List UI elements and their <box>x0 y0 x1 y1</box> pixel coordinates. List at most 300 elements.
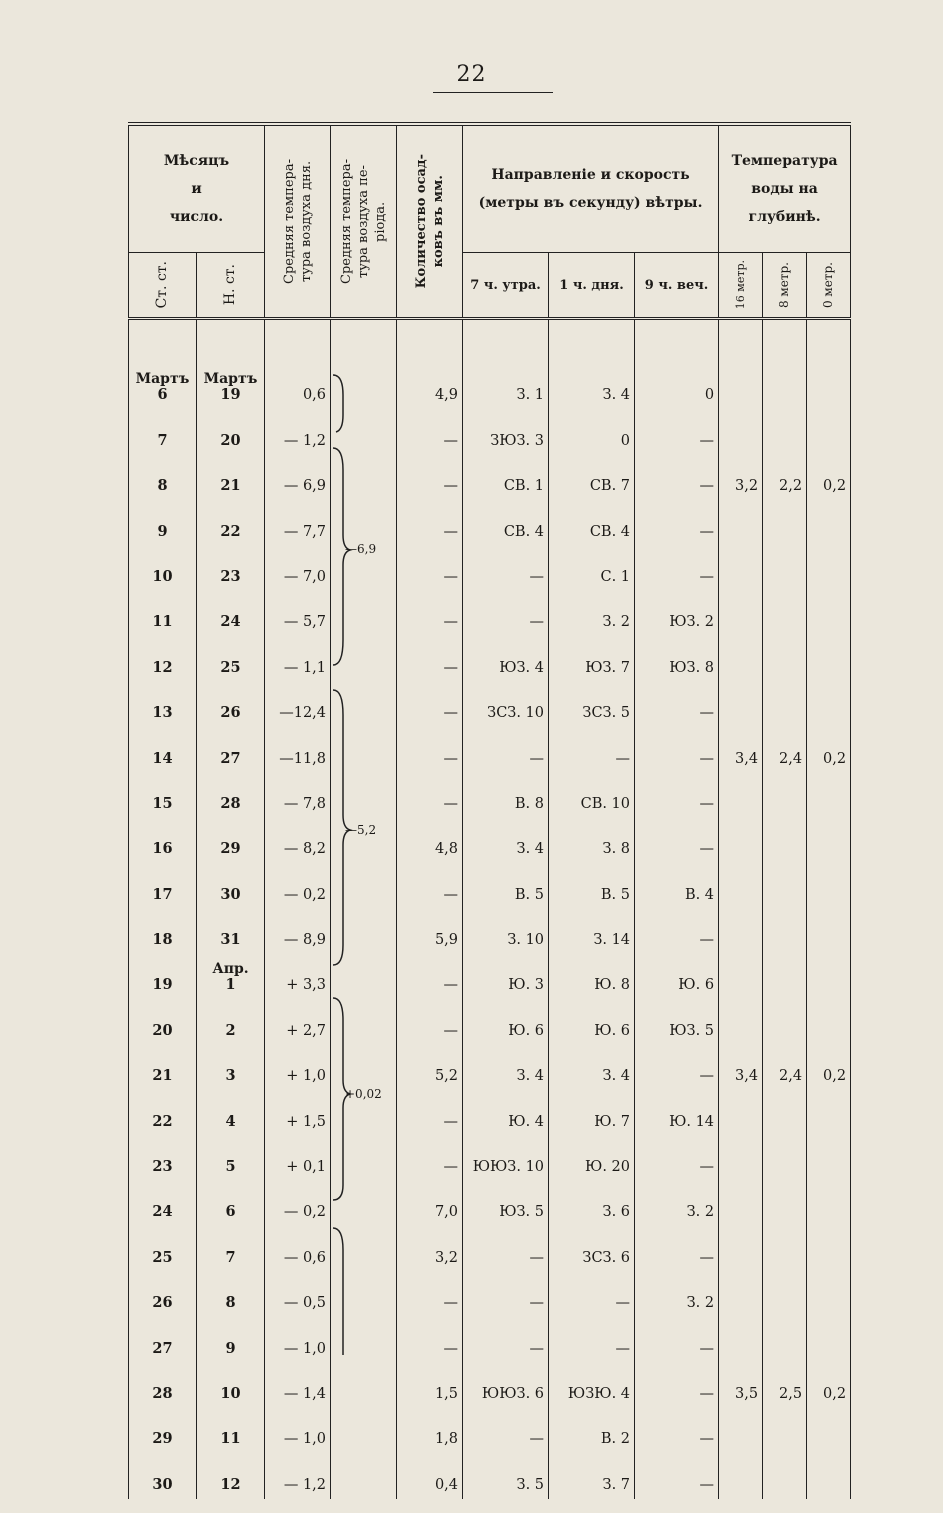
wind-9-cell <box>635 818 719 863</box>
cell-value: 6 <box>157 386 168 404</box>
avg-day-temp <box>265 999 331 1044</box>
avg-day-temp <box>265 455 331 500</box>
depth-0-cell <box>807 455 851 500</box>
header-avg-day-temp: Средняя темпера- тура воздуха дня. <box>265 124 331 319</box>
table-row <box>129 818 851 863</box>
cell-value: 0,6 <box>302 387 327 404</box>
wind-7-cell <box>463 591 549 636</box>
depth-8-cell <box>763 863 807 908</box>
cell-value: ЗСЗ. 10 <box>487 705 545 722</box>
cell-value: 4 <box>225 1112 236 1130</box>
cell-value: 17 <box>152 885 173 903</box>
precip-cell <box>397 1408 463 1453</box>
wind-9-cell <box>635 455 719 500</box>
cell-value: Ю. 14 <box>669 1113 715 1130</box>
new-style-day <box>197 1453 265 1498</box>
cell-value: — <box>529 568 545 585</box>
cell-value: 21 <box>152 1067 173 1085</box>
cell-value: В. 8 <box>514 795 545 812</box>
cell-value: 3,5 <box>734 1385 759 1402</box>
cell-value: 19 <box>220 386 241 404</box>
wind-1-cell <box>549 591 635 636</box>
cell-value: — <box>443 1159 459 1176</box>
table-row <box>129 364 851 409</box>
depth-0-cell <box>807 500 851 545</box>
wind-1-cell <box>549 455 635 500</box>
cell-value: 7,0 <box>434 1204 459 1221</box>
wind-1-cell <box>549 1272 635 1317</box>
avg-day-temp <box>265 727 331 772</box>
depth-16-cell <box>719 1363 763 1408</box>
period-value-2: —5,2 <box>345 823 377 837</box>
table-row <box>129 999 851 1044</box>
depth-0-cell <box>807 1453 851 1498</box>
depth-8-cell <box>763 1408 807 1453</box>
wind-7-cell <box>463 1181 549 1226</box>
precip-cell <box>397 1453 463 1498</box>
avg-day-temp <box>265 591 331 636</box>
old-style-day <box>129 455 197 500</box>
cell-value: — 8,9 <box>283 932 327 949</box>
weather-table <box>128 122 851 1499</box>
cell-value: — <box>699 841 715 858</box>
depth-0-cell <box>807 364 851 409</box>
cell-value: 29 <box>220 840 241 858</box>
wind-1-cell <box>549 954 635 999</box>
cell-value: СВ. 7 <box>589 478 631 495</box>
cell-value: ЮЗ. 4 <box>499 659 545 676</box>
new-style-day <box>197 863 265 908</box>
cell-value: ЮЗ. 2 <box>669 614 715 631</box>
table-row <box>129 1453 851 1498</box>
new-style-day <box>197 954 265 999</box>
cell-value: — 7,8 <box>283 795 327 812</box>
header-wind-7: 7 ч. утра. <box>463 253 549 319</box>
cell-value: 8 <box>157 477 168 495</box>
depth-0-cell <box>807 636 851 681</box>
cell-value: 29 <box>152 1430 173 1448</box>
precip-cell <box>397 1317 463 1362</box>
header-wind-9: 9 ч. веч. <box>635 253 719 319</box>
depth-0-cell <box>807 1090 851 1135</box>
depth-0-cell <box>807 727 851 772</box>
cell-value: — <box>443 568 459 585</box>
depth-8-cell <box>763 727 807 772</box>
precip-cell <box>397 546 463 591</box>
depth-0-cell <box>807 546 851 591</box>
new-style-day <box>197 591 265 636</box>
table-row <box>129 500 851 545</box>
period-cell <box>331 1045 397 1090</box>
cell-value: 16 <box>152 840 173 858</box>
cell-value: 9 <box>225 1339 236 1357</box>
precip-cell <box>397 364 463 409</box>
cell-value: 30 <box>220 885 241 903</box>
wind-7-cell <box>463 773 549 818</box>
wind-9-cell <box>635 1181 719 1226</box>
depth-16-cell <box>719 773 763 818</box>
depth-0-cell <box>807 773 851 818</box>
precip-cell <box>397 500 463 545</box>
depth-16-cell <box>719 999 763 1044</box>
cell-value: В. 5 <box>600 886 631 903</box>
header-precip: Количество осад- ковъ въ мм. <box>397 124 463 319</box>
cell-value: 25 <box>220 658 241 676</box>
depth-16-cell <box>719 1045 763 1090</box>
cell-value: З. 5 <box>516 1476 545 1493</box>
cell-value: — <box>615 750 631 767</box>
depth-16-cell <box>719 500 763 545</box>
cell-value: З. 4 <box>602 387 631 404</box>
avg-day-temp <box>265 1045 331 1090</box>
depth-8-cell <box>763 1363 807 1408</box>
cell-value: 12 <box>152 658 173 676</box>
period-cell <box>331 1408 397 1453</box>
wind-1-cell <box>549 727 635 772</box>
precip-cell <box>397 818 463 863</box>
avg-day-temp <box>265 1363 331 1408</box>
wind-9-cell <box>635 1090 719 1135</box>
wind-7-cell <box>463 727 549 772</box>
cell-value: + 1,5 <box>286 1113 327 1130</box>
wind-9-cell <box>635 364 719 409</box>
cell-value: 5,2 <box>434 1068 459 1085</box>
depth-8-cell <box>763 364 807 409</box>
cell-value: 0,2 <box>823 750 847 767</box>
header-old-style: Ст. ст. <box>129 253 197 319</box>
cell-value: З. 6 <box>602 1204 631 1221</box>
wind-1-cell <box>549 682 635 727</box>
wind-1-cell <box>549 1090 635 1135</box>
precip-cell <box>397 1363 463 1408</box>
depth-16-cell <box>719 1136 763 1181</box>
wind-1-cell <box>549 773 635 818</box>
table-row <box>129 727 851 772</box>
depth-16-cell <box>719 1272 763 1317</box>
cell-value: 10 <box>152 567 173 585</box>
depth-0-cell <box>807 409 851 454</box>
old-style-day <box>129 727 197 772</box>
wind-9-cell <box>635 863 719 908</box>
depth-8-cell <box>763 1317 807 1362</box>
precip-cell <box>397 999 463 1044</box>
cell-value: — <box>699 1159 715 1176</box>
new-style-day <box>197 1045 265 1090</box>
depth-8-cell <box>763 999 807 1044</box>
table-row <box>129 1045 851 1090</box>
old-style-day <box>129 1136 197 1181</box>
wind-7-cell <box>463 636 549 681</box>
cell-value: — <box>699 932 715 949</box>
cell-value: 24 <box>220 613 241 631</box>
cell-value: 3,2 <box>434 1249 459 1266</box>
cell-value: 0,2 <box>823 1385 847 1402</box>
old-style-day <box>129 863 197 908</box>
depth-0-cell <box>807 818 851 863</box>
cell-value: СВ. 4 <box>503 523 545 540</box>
cell-value: — 0,6 <box>283 1249 327 1266</box>
old-style-day <box>129 1317 197 1362</box>
cell-value: 1 <box>225 976 236 994</box>
wind-1-cell <box>549 1181 635 1226</box>
cell-value: Ю. 6 <box>678 977 715 994</box>
cell-value: Ю. 6 <box>594 1022 631 1039</box>
period-cell <box>331 863 397 908</box>
wind-9-cell <box>635 999 719 1044</box>
avg-day-temp <box>265 863 331 908</box>
depth-8-cell <box>763 1453 807 1498</box>
precip-cell <box>397 636 463 681</box>
new-style-day <box>197 1317 265 1362</box>
cell-value: 27 <box>220 749 241 767</box>
old-style-day <box>129 1045 197 1090</box>
depth-8-cell <box>763 818 807 863</box>
cell-value: ЮЮЗ. 10 <box>472 1159 545 1176</box>
cell-value: 3 <box>225 1067 236 1085</box>
cell-value: — <box>443 795 459 812</box>
wind-9-cell <box>635 1136 719 1181</box>
avg-day-temp <box>265 636 331 681</box>
old-style-day <box>129 999 197 1044</box>
old-style-day <box>129 364 197 409</box>
table-row <box>129 1181 851 1226</box>
cell-value: З. 14 <box>593 932 631 949</box>
cell-value: — <box>699 795 715 812</box>
cell-value: — <box>529 614 545 631</box>
depth-16-cell <box>719 364 763 409</box>
cell-value: ЮЗ. 5 <box>499 1204 545 1221</box>
cell-value: Ю. 4 <box>508 1113 545 1130</box>
cell-value: 4,9 <box>434 387 459 404</box>
depth-16-cell <box>719 1226 763 1271</box>
cell-value: ЮЮЗ. 6 <box>481 1385 545 1402</box>
cell-value: 1,8 <box>434 1431 459 1448</box>
cell-value: — <box>443 1022 459 1039</box>
cell-value: — <box>615 1295 631 1312</box>
wind-9-cell <box>635 636 719 681</box>
cell-value: — <box>443 886 459 903</box>
avg-day-temp <box>265 546 331 591</box>
period-cell <box>331 1453 397 1498</box>
cell-value: — <box>699 432 715 449</box>
wind-9-cell <box>635 909 719 954</box>
depth-16-cell <box>719 636 763 681</box>
new-style-day <box>197 1272 265 1317</box>
table-row <box>129 636 851 681</box>
avg-day-temp <box>265 818 331 863</box>
header-depth-0: 0 метр. <box>807 253 851 319</box>
cell-value: В. 2 <box>600 1431 631 1448</box>
wind-1-cell <box>549 909 635 954</box>
table-row <box>129 863 851 908</box>
cell-value: СВ. 4 <box>589 523 631 540</box>
cell-value: 4,8 <box>434 841 459 858</box>
precip-cell <box>397 909 463 954</box>
wind-9-cell <box>635 591 719 636</box>
avg-day-temp <box>265 1136 331 1181</box>
old-style-day <box>129 1181 197 1226</box>
wind-1-cell <box>549 546 635 591</box>
depth-0-cell <box>807 1363 851 1408</box>
cell-value: — <box>529 1431 545 1448</box>
depth-0-cell <box>807 1226 851 1271</box>
period-cell <box>331 364 397 409</box>
table-body <box>129 319 851 1499</box>
wind-7-cell <box>463 409 549 454</box>
precip-cell <box>397 1090 463 1135</box>
depth-16-cell <box>719 546 763 591</box>
cell-value: — <box>699 1385 715 1402</box>
month-label: Мартъ <box>135 371 190 388</box>
header-wind-1: 1 ч. дня. <box>549 253 635 319</box>
depth-16-cell <box>719 1453 763 1498</box>
depth-16-cell <box>719 409 763 454</box>
page-number: 22 <box>456 62 487 87</box>
month-label-april: Апр. <box>212 961 249 978</box>
cell-value: ЗЮЗ. 3 <box>490 432 545 449</box>
period-cell <box>331 1363 397 1408</box>
wind-7-cell <box>463 954 549 999</box>
cell-value: — 0,5 <box>283 1295 327 1312</box>
cell-value: — <box>699 1068 715 1085</box>
cell-value: З. 8 <box>602 841 631 858</box>
cell-value: — <box>699 478 715 495</box>
cell-value: 22 <box>220 522 241 540</box>
cell-value: — <box>443 659 459 676</box>
cell-value: ЗСЗ. 6 <box>582 1249 631 1266</box>
avg-day-temp <box>265 1408 331 1453</box>
cell-value: 20 <box>152 1021 173 1039</box>
period-cell <box>331 409 397 454</box>
cell-value: СВ. 10 <box>580 795 631 812</box>
table-row <box>129 1363 851 1408</box>
header-depth-16: 16 метр. <box>719 253 763 319</box>
precip-cell <box>397 1226 463 1271</box>
wind-7-cell <box>463 455 549 500</box>
cell-value: — <box>443 750 459 767</box>
header-water-temp: Температура воды на глубинѣ. <box>719 124 851 253</box>
wind-1-cell <box>549 1136 635 1181</box>
table-row <box>129 773 851 818</box>
depth-16-cell <box>719 682 763 727</box>
depth-0-cell <box>807 1136 851 1181</box>
depth-16-cell <box>719 863 763 908</box>
old-style-day <box>129 1226 197 1271</box>
avg-day-temp <box>265 500 331 545</box>
cell-value: 14 <box>152 749 173 767</box>
wind-7-cell <box>463 1090 549 1135</box>
cell-value: ЮЗЮ. 4 <box>567 1385 631 1402</box>
table-row <box>129 591 851 636</box>
wind-9-cell <box>635 682 719 727</box>
wind-7-cell <box>463 682 549 727</box>
old-style-day <box>129 591 197 636</box>
depth-16-cell <box>719 1408 763 1453</box>
avg-day-temp <box>265 909 331 954</box>
depth-8-cell <box>763 682 807 727</box>
cell-value: Ю. 20 <box>585 1159 631 1176</box>
wind-9-cell <box>635 409 719 454</box>
precip-cell <box>397 727 463 772</box>
wind-7-cell <box>463 546 549 591</box>
wind-7-cell <box>463 999 549 1044</box>
cell-value: 5 <box>225 1158 236 1176</box>
depth-8-cell <box>763 636 807 681</box>
wind-7-cell <box>463 909 549 954</box>
period-cell <box>331 909 397 954</box>
depth-8-cell <box>763 909 807 954</box>
precip-cell <box>397 455 463 500</box>
cell-value: — <box>443 705 459 722</box>
table-row <box>129 1272 851 1317</box>
wind-7-cell <box>463 1363 549 1408</box>
depth-8-cell <box>763 1090 807 1135</box>
cell-value: 2,4 <box>778 1068 803 1085</box>
wind-1-cell <box>549 1408 635 1453</box>
cell-value: — <box>443 977 459 994</box>
avg-day-temp <box>265 954 331 999</box>
cell-value: — 6,9 <box>283 478 327 495</box>
cell-value: 28 <box>152 1384 173 1402</box>
avg-day-temp <box>265 1272 331 1317</box>
wind-1-cell <box>549 1045 635 1090</box>
precip-cell <box>397 409 463 454</box>
depth-8-cell <box>763 409 807 454</box>
wind-7-cell <box>463 1453 549 1498</box>
new-style-day <box>197 818 265 863</box>
new-style-day <box>197 727 265 772</box>
cell-value: — <box>699 750 715 767</box>
old-style-day <box>129 409 197 454</box>
depth-16-cell <box>719 818 763 863</box>
table-row <box>129 1317 851 1362</box>
cell-value: 10 <box>220 1384 241 1402</box>
month-label: Мартъ <box>203 371 258 388</box>
precip-cell <box>397 1136 463 1181</box>
wind-7-cell <box>463 500 549 545</box>
wind-1-cell <box>549 636 635 681</box>
cell-value: З. 1 <box>516 387 545 404</box>
cell-value: 1,5 <box>434 1385 459 1402</box>
period-cell <box>331 954 397 999</box>
cell-value: 2,5 <box>778 1385 803 1402</box>
old-style-day <box>129 954 197 999</box>
old-style-day <box>129 1363 197 1408</box>
cell-value: З. 4 <box>602 1068 631 1085</box>
cell-value: — <box>443 1113 459 1130</box>
cell-value: З. 2 <box>686 1295 715 1312</box>
depth-8-cell <box>763 455 807 500</box>
depth-0-cell <box>807 863 851 908</box>
cell-value: — 1,0 <box>283 1431 327 1448</box>
cell-value: 3,2 <box>734 478 759 495</box>
depth-8-cell <box>763 773 807 818</box>
wind-9-cell <box>635 954 719 999</box>
cell-value: — 7,0 <box>283 568 327 585</box>
cell-value: 6 <box>225 1203 236 1221</box>
depth-0-cell <box>807 909 851 954</box>
cell-value: — 0,2 <box>283 886 327 903</box>
depth-0-cell <box>807 682 851 727</box>
old-style-day <box>129 1453 197 1498</box>
new-style-day <box>197 364 265 409</box>
cell-value: 5,9 <box>434 932 459 949</box>
precip-cell <box>397 773 463 818</box>
period-cell <box>331 636 397 681</box>
cell-value: 11 <box>220 1430 241 1448</box>
cell-value: — 1,4 <box>283 1385 327 1402</box>
table-row <box>129 1226 851 1271</box>
